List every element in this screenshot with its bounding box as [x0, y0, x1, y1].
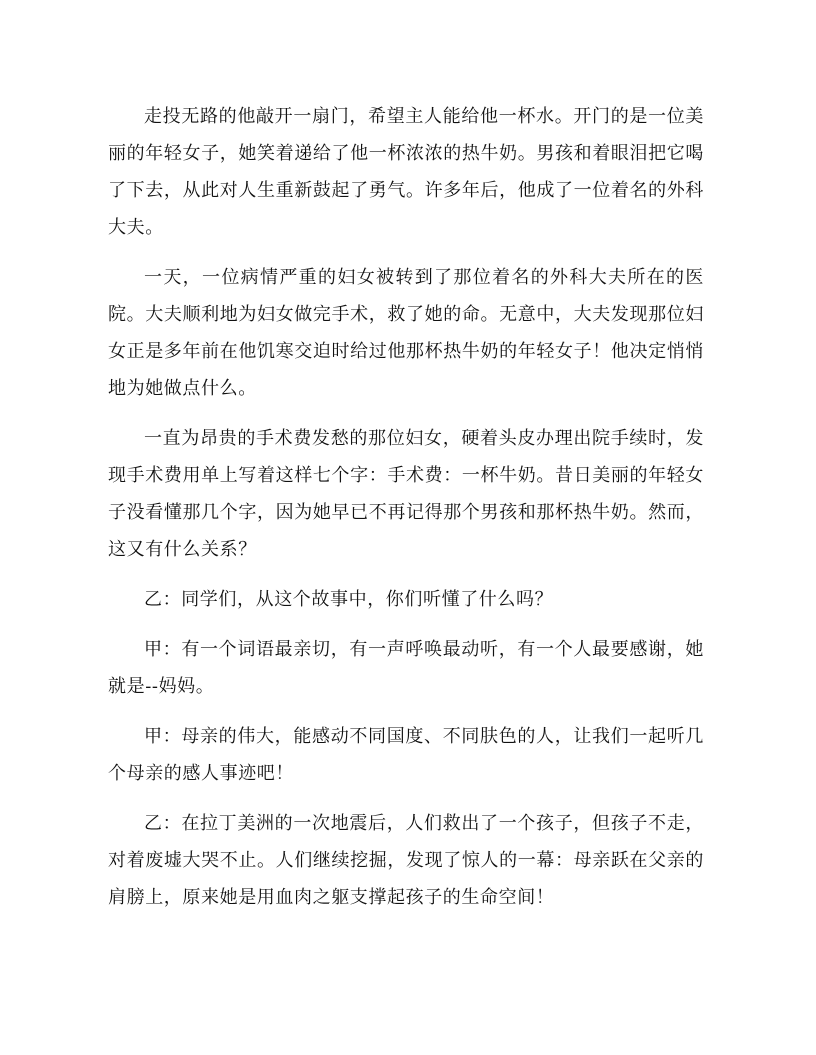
paragraph-2: 一天，一位病情严重的妇女被转到了那位着名的外科大夫所在的医院。大夫顺利地为妇女做完手术，救了她的命。无意中，大夫发现那位妇女正是多年前在他饥寒交迫时给过他那杯热牛奶的年轻女子！他决定悄悄地为她做点什么。	[108, 267, 704, 399]
paragraph-1: 走投无路的他敲开一扇门，希望主人能给他一杯水。开门的是一位美丽的年轻女子，她笑着递给了他一杯浓浓的热牛奶。男孩和着眼泪把它喝了下去，从此对人生重新鼓起了勇气。许多年后，他成了一位着名的外科大夫。	[108, 106, 704, 238]
paragraph-5: 甲：有一个词语最亲切，有一声呼唤最动听，有一个人最要感谢，她就是--妈妈。	[108, 639, 704, 697]
paragraph-7: 乙：在拉丁美洲的一次地震后，人们救出了一个孩子，但孩子不走，对着废墟大哭不止。人们继续挖掘，发现了惊人的一幕：母亲跃在父亲的肩膀上，原来她是用血肉之躯支撑起孩子的生命空间！	[108, 813, 704, 908]
document-body	[108, 98, 704, 929]
paragraph-4: 乙：同学们，从这个故事中，你们听懂了什么吗？	[144, 589, 554, 610]
paragraph-6: 甲：母亲的伟大，能感动不同国度、不同肤色的人，让我们一起听几个母亲的感人事迹吧！	[108, 726, 704, 784]
paragraph-3: 一直为昂贵的手术费发愁的那位妇女，硬着头皮办理出院手续时，发现手术费用单上写着这样七个字：手术费：一杯牛奶。昔日美丽的年轻女子没看懂那几个字，因为她早已不再记得那个男孩和那杯热牛奶。然而，这又有什么关系？	[108, 428, 704, 560]
